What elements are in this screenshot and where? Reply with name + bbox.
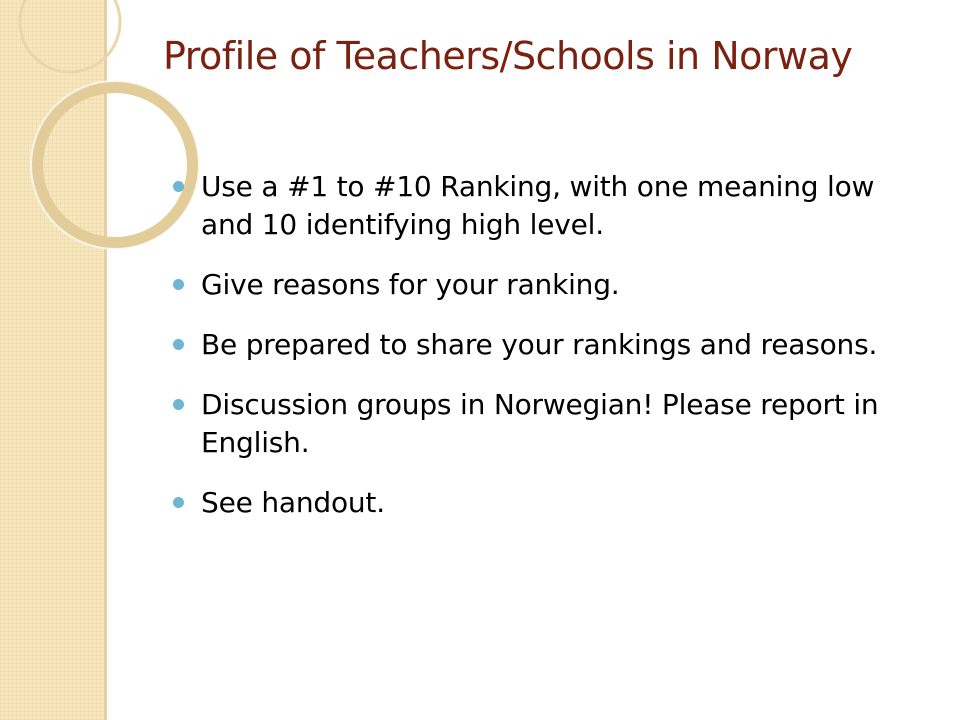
bullet-text: Discussion groups in Norwegian! Please report in English.: [201, 388, 879, 459]
bullet-icon: [173, 339, 184, 350]
bullet-list: [160, 168, 920, 544]
bullet-icon: [173, 181, 184, 192]
bullet-icon: [173, 497, 184, 508]
ring-arcs-decoration: [0, 0, 140, 260]
bullet-text: Use a #1 to #10 Ranking, with one meaning low and 10 identifying high level.: [201, 170, 875, 241]
bullet-item: [160, 168, 920, 244]
bullet-text: See handout.: [201, 486, 385, 519]
bullet-item: [160, 386, 920, 462]
bullet-icon: [173, 399, 184, 410]
bullet-icon: [173, 279, 184, 290]
slide-title: Profile of Teachers/Schools in Norway: [163, 34, 853, 78]
bullet-text: Be prepared to share your rankings and reasons.: [201, 328, 878, 361]
bullet-item: [160, 484, 920, 522]
bullet-item: [160, 266, 920, 304]
bullet-item: [160, 326, 920, 364]
bullet-text: Give reasons for your ranking.: [201, 268, 620, 301]
